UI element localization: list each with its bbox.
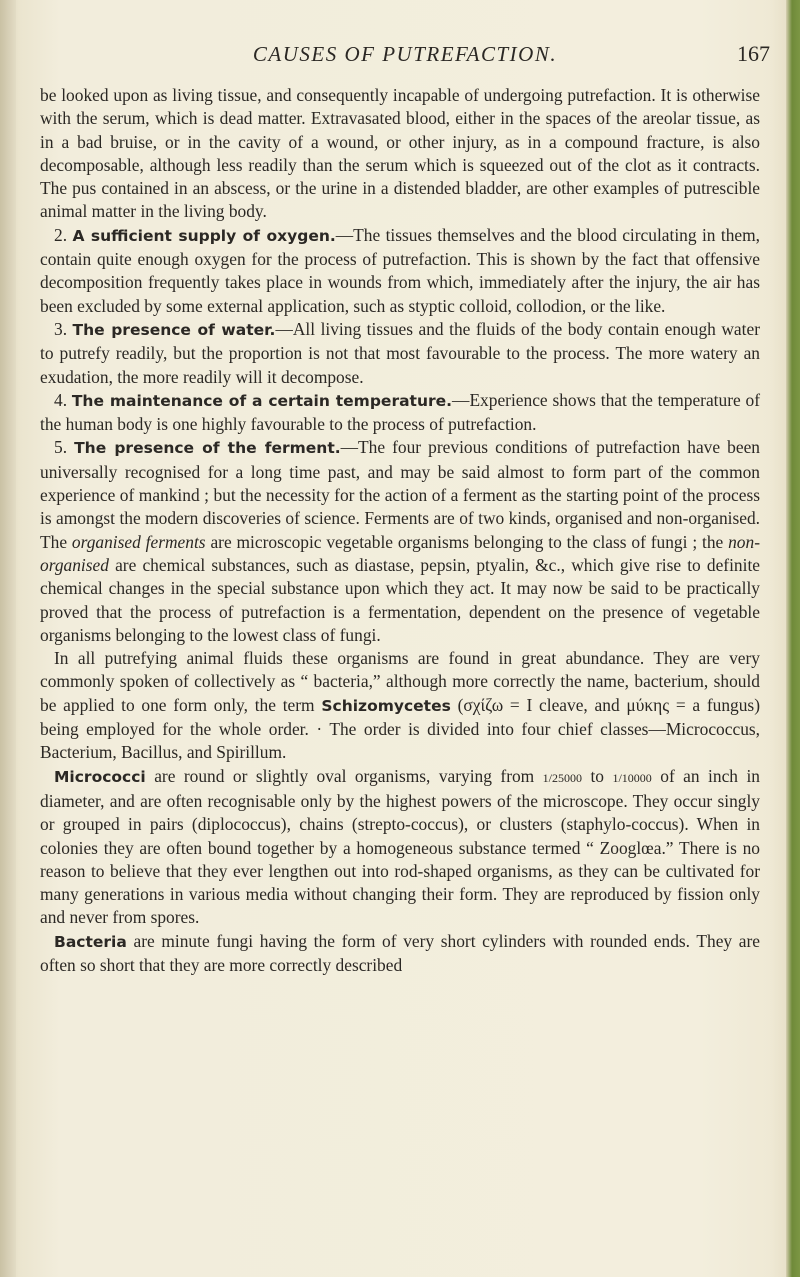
heading-bacteria: Bacteria: [54, 932, 127, 951]
paragraph-water: 3. The presence of water.—All living tissues and the fluids of the body contain enough water to putrefy readily, but the proportion is not that most favourable to the process. The more watery an exudation, the more readily will it decompose.: [40, 318, 760, 387]
paragraph-micrococci: Micrococci are round or slightly oval organisms, varying from 1/25000 to 1/10000 of an inch in diameter, and are often recognisable only by the highest powers of the microscope. They occur singly or grouped in pairs (diplococcus), chains (strepto-coccus), or clusters (staphylo-coccus). When in colonies they are often bound together by a homogeneous substance termed “ Zooglœa.” There is no reason to believe that they ever lengthen out into rod-shaped organisms, as they can be cultivated for many generations in various media without changing their form. They are reproduced by fission only and never from spores.: [40, 765, 760, 928]
heading-water: The presence of water.: [72, 320, 276, 339]
paragraph-continuation: be looked upon as living tissue, and consequently incapable of undergoing putrefaction. It is otherwise with the serum, which is dead matter. Extravasated blood, either in the spaces of the areolar tissue, as in a bad bruise, or in the cavity of a wound, or other injury, as in a compound fracture, is also decomposable, although less readily than the serum which is squeezed out of the clot as it contracts. The pus contained in an abscess, or the urine in a distended bladder, are other examples of putrescible animal matter in the living body.: [40, 85, 760, 222]
paragraph-temperature: 4. The maintenance of a certain temperature.—Experience shows that the temperature of the human body is one highly favourable to the process of putrefaction.: [40, 389, 760, 435]
heading-ferment: The presence of the ferment.: [74, 439, 341, 458]
italic-organised-ferments: organised ferments: [71, 531, 206, 552]
italic-non-organised: non-organised: [40, 531, 760, 575]
paragraph-ferment: 5. The presence of the ferment.—The four previous conditions of putrefaction have been universally recognised for a long time past, and may be said almost to form part of the common experience of mankind ; but the necessity for the action of a ferment as the starting point of the process is amongst the modern discoveries of science. Ferments are of two kinds, organised and non-organised. The organised ferments are microscopic vegetable organisms belonging to the class of fungi ; the non-organised are chemical substances, such as diastase, pepsin, ptyalin, &c., which give rise to definite chemical changes in the special substance upon which they act. It may now be said to be practically proved that the process of putrefaction is a fermentation, dependent on the presence of vegetable organisms belonging to the lowest class of fungi.: [40, 437, 760, 645]
page-gutter-shadow: [0, 0, 16, 1277]
running-title: CAUSES OF PUTREFACTION.: [252, 42, 558, 66]
paragraph-oxygen: 2. A sufficient supply of oxygen.—The tissues themselves and the blood circulating in them, contain quite enough oxygen for the process of putrefaction. This is shown by the fact that offensive decomposition frequently takes place in wounds from which, immediately after the injury, the air has been excluded by some external application, such as styptic colloid, collodion, or the like.: [40, 224, 760, 316]
paragraph-schizomycetes: In all putrefying animal fluids these organisms are found in great abundance. They are very commonly spoken of collectively as “ bacteria,” although more correctly the name, bacterium, should be applied to one form only, the term Schizomycetes (σχίζω = I cleave, and μύκης = a fungus) being employed for the whole order. · The order is divided into four chief classes—Micrococcus, Bacterium, Bacillus, and Spirillum.: [40, 648, 760, 763]
page-edge: [786, 0, 800, 1277]
heading-micrococci: Micrococci: [54, 767, 146, 786]
heading-oxygen: A sufficient supply of oxygen.: [72, 226, 336, 245]
fraction-min-size: 1/25000: [542, 770, 583, 785]
page-header: [40, 40, 770, 70]
heading-schizomycetes: Schizomycetes: [321, 696, 451, 715]
page-number: 167: [737, 41, 770, 66]
heading-temperature: The maintenance of a certain temperature.: [71, 391, 453, 410]
paragraph-bacteria: Bacteria are minute fungi having the form of very short cylinders with rounded ends. They are often so short that they are more correctly described: [40, 930, 760, 975]
fraction-max-size: 1/10000: [612, 770, 652, 785]
page-body: [40, 84, 760, 977]
